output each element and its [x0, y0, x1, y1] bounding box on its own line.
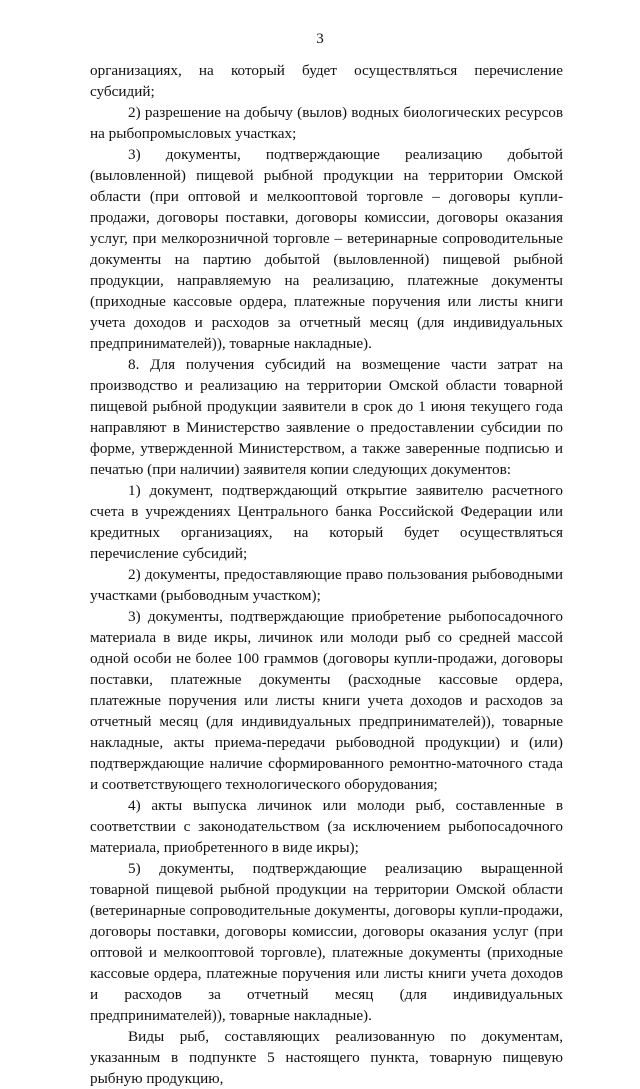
- paragraph-fish-species: Виды рыб, составляющих реализованную по документам, указанным в подпункте 5 настоящего пункта, товарную пищевую рыбную продукцию,: [90, 1028, 563, 1087]
- paragraph-item-4-release-acts: 4) акты выпуска личинок или молоди рыб, составленные в соответствии с законодательством (за исключением рыбопосадочного материала, приобретенного в виде икры);: [90, 797, 563, 856]
- paragraph-item-2-fishing-permit: 2) разрешение на добычу (вылов) водных биологических ресурсов на рыбопромысловых участках;: [90, 104, 563, 142]
- paragraph-continuation: организациях, на который будет осуществляться перечисление субсидий;: [90, 62, 563, 100]
- paragraph-item-3-sales-documents: 3) документы, подтверждающие реализацию добытой (выловленной) пищевой рыбной продукции на территории Омской области (при оптовой и мелкооптовой торговле – договоры купли-продажи, договоры поставки, договоры комиссии, договоры оказания услуг, при мелкорозничной торговле – ветеринарные сопроводительные документы на партию добытой (выловленной) пищевой рыбной продукции, направляемую на реализацию, платежные документы (приходные кассовые ордера, платежные поручения или листы книги учета доходов и расходов за отчетный месяц (для индивидуальных предпринимателей)), товарные накладные).: [90, 146, 563, 352]
- paragraph-section-8: 8. Для получения субсидий на возмещение части затрат на производство и реализацию на территории Омской области товарной пищевой рыбной продукции заявители в срок до 1 июня текущего года направляют в Министерство заявление о предоставлении субсидии по форме, утвержденной Министерством, а также заверенные подписью и печатью (при наличии) заявителя копии следующих документов:: [90, 356, 563, 478]
- page-number: 3: [316, 31, 324, 47]
- paragraph-item-1-bank-account: 1) документ, подтверждающий открытие заявителю расчетного счета в учреждениях Центрального банка Российской Федерации или кредитных организациях, на который будет осуществляться перечисление субсидий;: [90, 482, 563, 562]
- paragraph-item-5-sales-confirmation: 5) документы, подтверждающие реализацию выращенной товарной пищевой рыбной продукции на территории Омской области (ветеринарные сопроводительные документы, договоры купли-продажи, договоры поставки, договоры комиссии, договоры оказания услуг (при оптовой и мелкооптовой торговле), платежные документы (приходные кассовые ордера, платежные поручения или листы книги учета доходов и расходов за отчетный месяц (для индивидуальных предпринимателей)), товарные накладные).: [90, 860, 563, 1024]
- document-body: [90, 60, 563, 1089]
- paragraph-item-2-fish-farming-rights: 2) документы, предоставляющие право пользования рыбоводными участками (рыбоводным участком);: [90, 566, 563, 604]
- paragraph-item-3-stocking-material: 3) документы, подтверждающие приобретение рыбопосадочного материала в виде икры, личинок или молоди рыб со средней массой одной особи не более 100 граммов (договоры купли-продажи, договоры поставки, платежные документы (расходные кассовые ордера, платежные поручения или листы книги учета доходов и расходов за отчетный месяц (для индивидуальных предпринимателей)), товарные накладные, акты приема-передачи рыбоводной продукции) и (или) подтверждающие наличие сформированного ремонтно-маточного стада и соответствующего технологического оборудования;: [90, 608, 563, 793]
